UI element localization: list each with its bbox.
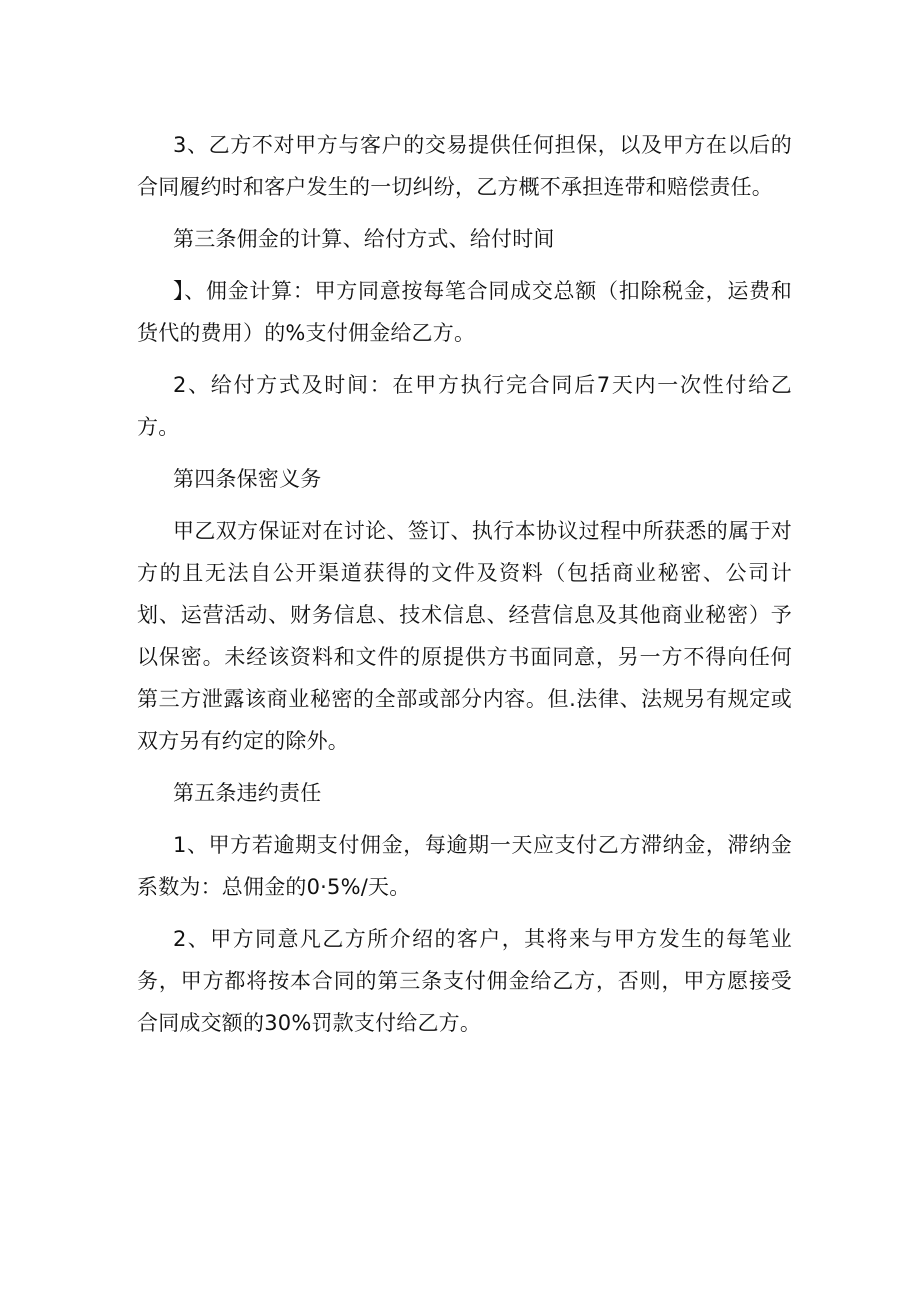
paragraph-guarantee-disclaimer: 3、乙方不对甲方与客户的交易提供任何担保，以及甲方在以后的合同履约时和客户发生的一切纠纷，乙方概不承担连带和赔偿责任。 — [137, 133, 792, 199]
paragraph-late-payment: 1、甲方若逾期支付佣金，每逾期一天应支付乙方滞纳金，滞纳金系数为：总佣金的0·5%/天。 — [137, 833, 792, 899]
heading-article-5: 第五条违约责任 — [173, 781, 322, 805]
heading-article-3: 第三条佣金的计算、给付方式、给付时间 — [173, 227, 555, 251]
heading-article-4: 第四条保密义务 — [173, 467, 322, 491]
paragraph-confidentiality: 甲乙双方保证对在讨论、签订、执行本协议过程中所获悉的属于对方的且无法自公开渠道获得的文件及资料（包括商业秘密、公司计划、运营活动、财务信息、技术信息、经营信息及其他商业秘密）予以保密。未经该资料和文件的原提供方书面同意，另一方不得向任何第三方泄露该商业秘密的全部或部分内容。但.法律、法规另有规定或双方另有约定的除外。 — [137, 519, 792, 753]
paragraph-commission-calculation: 】、佣金计算：甲方同意按每笔合同成交总额（扣除税金，运费和货代的费用）的%支付佣金给乙方。 — [137, 279, 792, 345]
paragraph-penalty: 2、甲方同意凡乙方所介绍的客户，其将来与甲方发生的每笔业务，甲方都将按本合同的第三条支付佣金给乙方，否则，甲方愿接受合同成交额的30%罚款支付给乙方。 — [137, 927, 792, 1035]
paragraph-payment-method: 2、给付方式及时间：在甲方执行完合同后7天内一次性付给乙方。 — [137, 373, 792, 439]
document-body — [137, 124, 792, 1054]
